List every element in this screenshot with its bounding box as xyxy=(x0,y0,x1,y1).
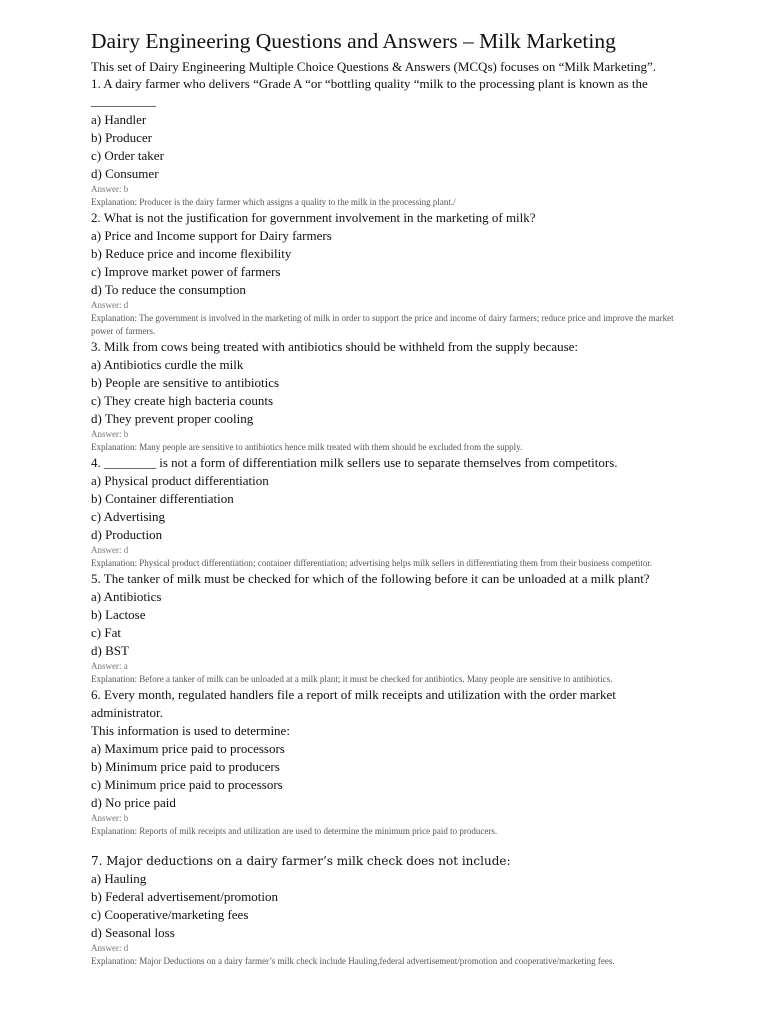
page-title: Dairy Engineering Questions and Answers – Milk Marketing xyxy=(91,29,616,53)
option-c: c) Improve market power of farmers xyxy=(91,264,281,279)
explanation-text: Explanation: The government is involved in the marketing of milk in order to support the price and income of dairy farmers; reduce price and improve the market power of farmers. xyxy=(91,313,674,336)
option-a: a) Physical product differentiation xyxy=(91,473,269,488)
option-c: c) Minimum price paid to processors xyxy=(91,777,283,792)
options-list xyxy=(91,870,768,942)
question-2 xyxy=(91,209,768,338)
option-b: b) People are sensitive to antibiotics xyxy=(91,375,280,390)
explanation-text: Explanation: Many people are sensitive to antibiotics hence milk treated with them should be excluded from the supply. xyxy=(91,442,523,452)
explanation-text: Explanation: Reports of milk receipts and utilization are used to determine the minimum price paid to producers. xyxy=(91,826,498,836)
options-list xyxy=(91,588,768,660)
option-b: b) Lactose xyxy=(91,607,146,622)
options-list xyxy=(91,740,768,812)
answer-label: Answer: a xyxy=(91,661,128,671)
option-a: a) Handler xyxy=(91,112,147,127)
option-c: c) Fat xyxy=(91,625,121,640)
answer-label: Answer: b xyxy=(91,813,129,823)
explanation-text: Explanation: Before a tanker of milk can be unloaded at a milk plant; it must be checked for antibiotics. Many people are sensitive to antibiotics. xyxy=(91,674,613,684)
question-text-continued: administrator. xyxy=(91,705,163,720)
option-c: c) They create high bacteria counts xyxy=(91,393,274,408)
question-text: 7. Major deductions on a dairy farmer’s milk check does not include: xyxy=(91,854,511,868)
options-list xyxy=(91,227,768,299)
answer-label: Answer: b xyxy=(91,429,129,439)
intro-text: This set of Dairy Engineering Multiple Choice Questions & Answers (MCQs) focuses on “Milk Marketing”. xyxy=(91,59,657,74)
explanation-text: Explanation: Major Deductions on a dairy farmer’s milk check include Hauling,federal advertisement/promotion and cooperative/marketing fees. xyxy=(91,956,615,966)
answer-label: Answer: d xyxy=(91,545,129,555)
question-text: 5. The tanker of milk must be checked for which of the following before it can be unloaded at a milk plant? xyxy=(91,571,650,586)
option-b: b) Container differentiation xyxy=(91,491,234,506)
question-text: 6. Every month, regulated handlers file a report of milk receipts and utilization with the order market xyxy=(91,687,616,702)
question-4 xyxy=(91,454,768,570)
question-text: 2. What is not the justification for government involvement in the marketing of milk? xyxy=(91,210,536,225)
option-b: b) Federal advertisement/promotion xyxy=(91,889,279,904)
options-list xyxy=(91,472,768,544)
question-text: 3. Milk from cows being treated with antibiotics should be withheld from the supply because: xyxy=(91,339,579,354)
answer-label: Answer: d xyxy=(91,300,129,310)
question-text: 4. ________ is not a form of differentiation milk sellers use to separate themselves from competitors. xyxy=(91,455,618,470)
option-d: d) They prevent proper cooling xyxy=(91,411,254,426)
question-7 xyxy=(91,852,768,968)
option-a: a) Hauling xyxy=(91,871,147,886)
option-b: b) Minimum price paid to producers xyxy=(91,759,280,774)
question-1 xyxy=(91,75,768,209)
option-d: d) Production xyxy=(91,527,163,542)
option-d: d) No price paid xyxy=(91,795,176,810)
answer-blank: __________ xyxy=(91,93,156,108)
question-3 xyxy=(91,338,768,454)
spacer xyxy=(91,838,768,852)
option-c: c) Order taker xyxy=(91,148,164,163)
option-a: a) Maximum price paid to processors xyxy=(91,741,285,756)
answer-label: Answer: d xyxy=(91,943,129,953)
question-6 xyxy=(91,686,768,838)
question-text: 1. A dairy farmer who delivers “Grade A “or “bottling quality “milk to the processing plant is known as the xyxy=(91,76,648,91)
answer-label: Answer: b xyxy=(91,184,129,194)
option-d: d) Seasonal loss xyxy=(91,925,175,940)
explanation-text: Explanation: Producer is the dairy farmer which assigns a quality to the milk in the processing plant./ xyxy=(91,197,456,207)
option-a: a) Antibiotics xyxy=(91,589,162,604)
options-list xyxy=(91,111,768,183)
option-b: b) Reduce price and income flexibility xyxy=(91,246,292,261)
option-a: a) Antibiotics curdle the milk xyxy=(91,357,244,372)
option-a: a) Price and Income support for Dairy farmers xyxy=(91,228,332,243)
options-list xyxy=(91,356,768,428)
option-c: c) Advertising xyxy=(91,509,166,524)
explanation-text: Explanation: Physical product differentiation; container differentiation; advertising helps milk sellers in differentiating them from their business competitor. xyxy=(91,558,653,568)
question-5 xyxy=(91,570,768,686)
option-d: d) Consumer xyxy=(91,166,159,181)
option-b: b) Producer xyxy=(91,130,153,145)
option-d: d) BST xyxy=(91,643,129,658)
option-c: c) Cooperative/marketing fees xyxy=(91,907,249,922)
option-d: d) To reduce the consumption xyxy=(91,282,246,297)
question-prompt: This information is used to determine: xyxy=(91,723,290,738)
